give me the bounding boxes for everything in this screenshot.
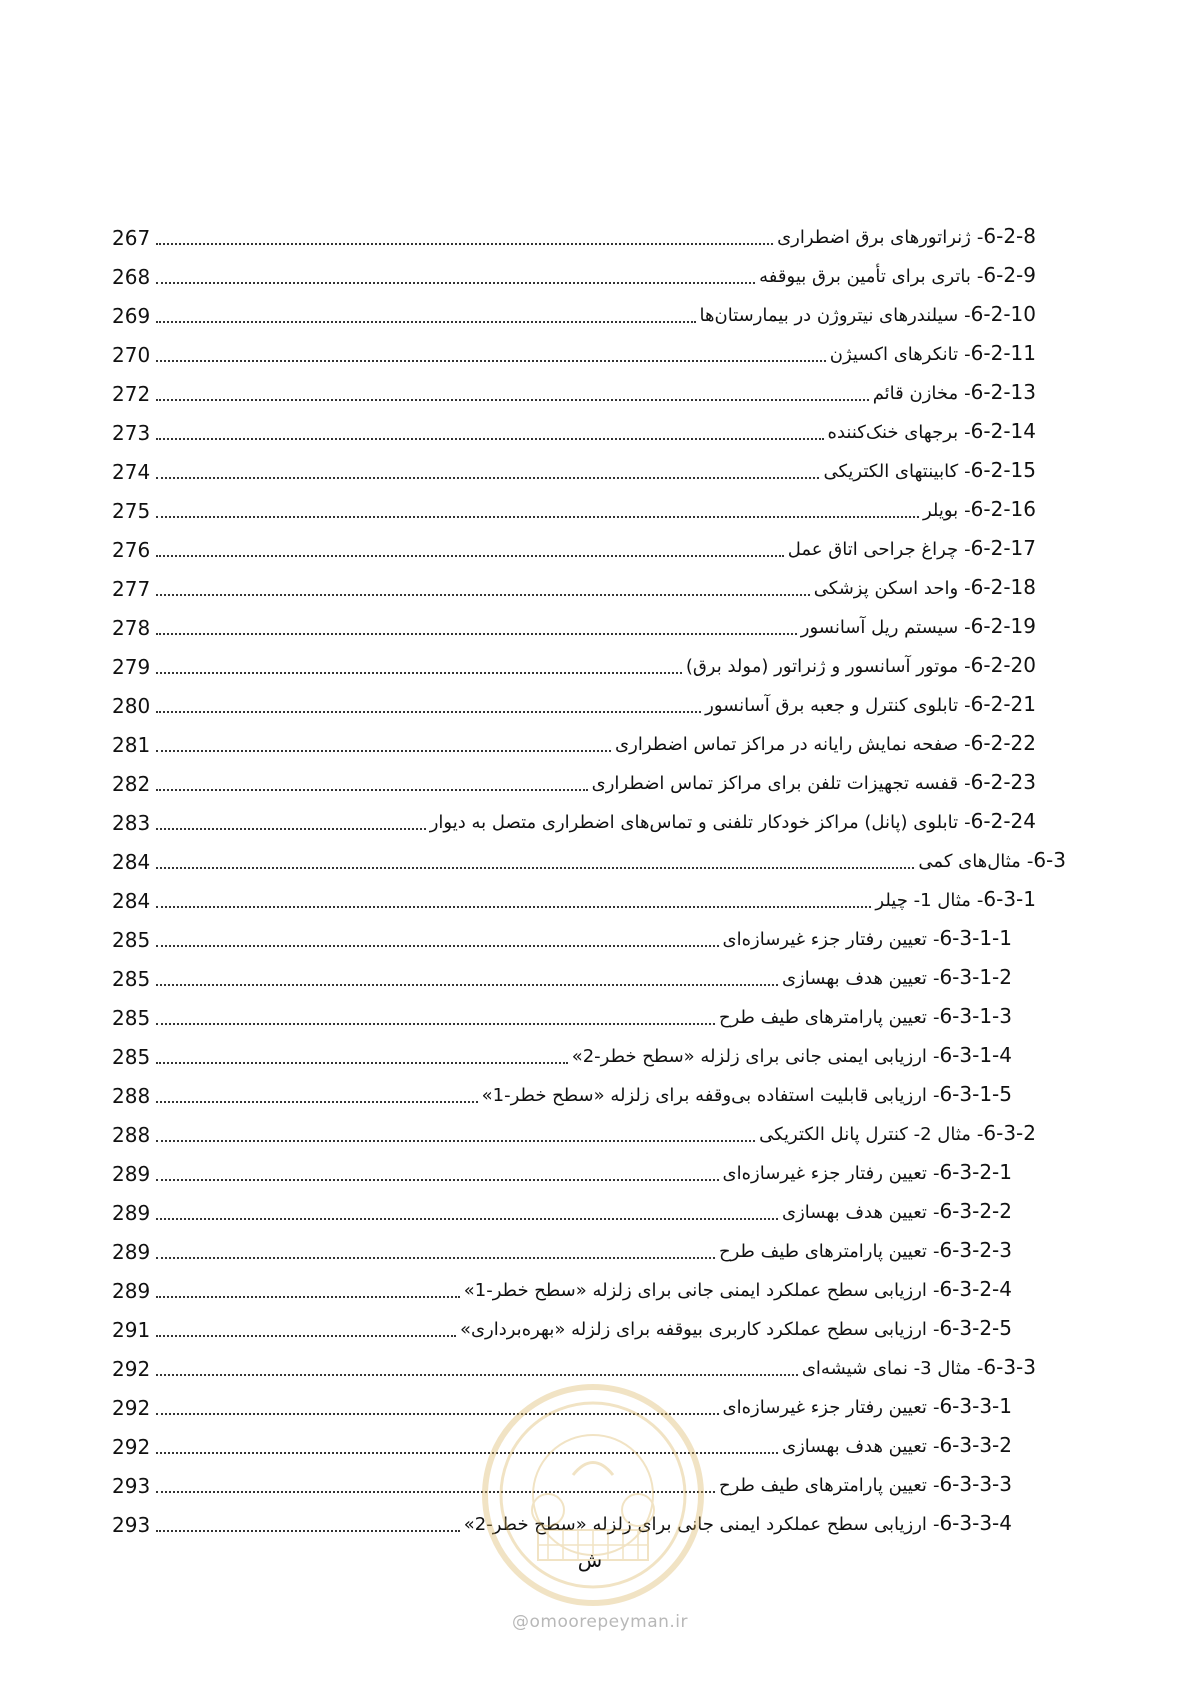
toc-entry: 6-3-2-5-ارزیابی سطح عملکرد کاربری بیوقفه برای زلزله «بهره‌برداری» <box>459 1316 1012 1340</box>
toc-dot-leader <box>156 282 755 284</box>
toc-row[interactable] <box>112 524 1036 563</box>
toc-section-title: ارزیابی ایمنی جانی برای زلزله «سطح خطر-2» <box>571 1046 927 1067</box>
toc-entry: 6-2-16-بویلر <box>922 497 1036 521</box>
toc-section-number: 6-3-1-2 <box>939 965 1012 989</box>
toc-section-number: 6-2-14 <box>970 419 1036 443</box>
toc-section-number: 6-2-9 <box>983 263 1036 287</box>
toc-section-number: 6-3-2-3 <box>939 1238 1012 1262</box>
toc-entry: 6-2-19-سیستم ریل آسانسور <box>800 614 1036 638</box>
toc-dot-leader <box>156 789 588 791</box>
toc-section-number: 6-3-2-5 <box>939 1316 1012 1340</box>
toc-page-number: 276 <box>112 538 151 562</box>
toc-section-number: 6-2-13 <box>970 380 1036 404</box>
toc-dot-leader <box>156 594 810 596</box>
toc-row[interactable] <box>112 836 1066 875</box>
toc-entry: 6-2-22-صفحه نمایش رایانه در مراکز تماس اضطراری <box>615 731 1036 755</box>
toc-entry: 6-2-8-ژنراتورهای برق اضطراری <box>777 224 1036 248</box>
toc-row[interactable] <box>112 251 1036 290</box>
toc-dot-leader <box>156 1296 460 1298</box>
toc-page-number: 272 <box>112 382 151 406</box>
toc-dot-leader <box>156 360 826 362</box>
toc-page-number: 289 <box>112 1201 151 1225</box>
toc-page-number: 285 <box>112 1006 151 1030</box>
toc-dot-leader <box>156 477 819 479</box>
toc-entry: 6-2-17-چراغ جراحی اتاق عمل <box>787 536 1036 560</box>
toc-section-title: تعیین رفتار جزء غیرسازه‌ای <box>722 1163 927 1184</box>
toc-entry: 6-3-3-مثال 3- نمای شیشه‌ای <box>801 1355 1036 1379</box>
toc-dot-leader <box>156 243 773 245</box>
toc-entry: 6-3-2-1-تعیین رفتار جزء غیرسازه‌ای <box>722 1160 1012 1184</box>
toc-row[interactable] <box>112 1109 1036 1148</box>
toc-row[interactable] <box>112 446 1036 485</box>
toc-dot-leader <box>156 750 611 752</box>
toc-section-title: کابینتهای الکتریکی <box>823 461 959 482</box>
toc-dot-leader <box>156 1179 719 1181</box>
toc-row[interactable] <box>112 368 1036 407</box>
toc-entry: 6-3-مثال‌های کمی <box>918 848 1066 872</box>
toc-page-number: 288 <box>112 1123 151 1147</box>
toc-page-number: 273 <box>112 421 151 445</box>
toc-dot-leader <box>156 1101 478 1103</box>
toc-row[interactable] <box>112 1031 1036 1070</box>
toc-dot-leader <box>156 1257 715 1259</box>
toc-section-number: 6-3-3-1 <box>939 1394 1012 1418</box>
toc-section-number: 6-3-1-4 <box>939 1043 1012 1067</box>
toc-section-title: تعیین رفتار جزء غیرسازه‌ای <box>722 929 927 950</box>
toc-row[interactable] <box>112 329 1036 368</box>
toc-section-number: 6-3-2-1 <box>939 1160 1012 1184</box>
toc-row[interactable] <box>112 1070 1036 1109</box>
toc-section-title: مثال 3- نمای شیشه‌ای <box>801 1358 971 1379</box>
toc-row[interactable] <box>112 641 1036 680</box>
toc-section-title: تعیین رفتار جزء غیرسازه‌ای <box>722 1397 927 1418</box>
toc-dot-leader <box>156 1530 460 1532</box>
toc-section-title: تابلوی (پانل) مراکز خودکار تلفنی و تماس‌های اضطراری متصل به دیوار <box>429 812 959 833</box>
toc-page-number: 281 <box>112 733 151 757</box>
toc-page-number: 275 <box>112 499 151 523</box>
toc-entry: 6-2-24-تابلوی (پانل) مراکز خودکار تلفنی و تماس‌های اضطراری متصل به دیوار <box>429 809 1036 833</box>
toc-section-title: تعیین هدف بهسازی <box>782 1202 927 1223</box>
toc-section-number: 6-3-3 <box>983 1355 1036 1379</box>
toc-page-number: 285 <box>112 928 151 952</box>
toc-page-number: 284 <box>112 889 151 913</box>
toc-entry: 6-3-3-2-تعیین هدف بهسازی <box>782 1433 1012 1457</box>
toc-section-number: 6-3 <box>1033 848 1066 872</box>
toc-entry: 6-3-3-3-تعیین پارامترهای طیف طرح <box>718 1472 1012 1496</box>
toc-page-number: 285 <box>112 1045 151 1069</box>
toc-row[interactable] <box>112 680 1036 719</box>
toc-section-title: مخازن قائم <box>872 383 959 404</box>
toc-entry: 6-2-21-تابلوی کنترل و جعبه برق آسانسور <box>705 692 1036 716</box>
toc-dot-leader <box>156 711 701 713</box>
toc-page-number: 288 <box>112 1084 151 1108</box>
toc-section-title: قفسه تجهیزات تلفن برای مراکز تماس اضطراری <box>591 773 959 794</box>
toc-row[interactable] <box>112 758 1036 797</box>
toc-dot-leader <box>156 633 797 635</box>
toc-section-title: ارزیابی سطح عملکرد ایمنی جانی برای زلزله «سطح خطر-2» <box>463 1514 927 1535</box>
toc-section-number: 6-3-3-3 <box>939 1472 1012 1496</box>
toc-row[interactable] <box>112 1343 1036 1382</box>
toc-entry: 6-3-1-مثال 1- چیلر <box>875 887 1036 911</box>
toc-row[interactable] <box>112 797 1036 836</box>
toc-dot-leader <box>156 1023 715 1025</box>
toc-section-number: 6-3-2-4 <box>939 1277 1012 1301</box>
toc-section-title: باتری برای تأمین برق بیوقفه <box>759 266 971 287</box>
toc-page-number: 277 <box>112 577 151 601</box>
toc-section-title: صفحه نمایش رایانه در مراکز تماس اضطراری <box>615 734 959 755</box>
toc-page-number: 267 <box>112 226 151 250</box>
toc-section-number: 6-3-1-5 <box>939 1082 1012 1106</box>
toc-section-number: 6-2-19 <box>970 614 1036 638</box>
toc-section-title: برجهای خنک‌کننده <box>827 422 959 443</box>
toc-dot-leader <box>156 672 682 674</box>
toc-dot-leader <box>156 1218 778 1220</box>
toc-page-number: 293 <box>112 1474 151 1498</box>
toc-entry: 6-3-1-5-ارزیابی قابلیت استفاده بی‌وقفه برای زلزله «سطح خطر-1» <box>481 1082 1012 1106</box>
toc-dot-leader <box>156 1140 755 1142</box>
toc-row[interactable] <box>112 1304 1036 1343</box>
toc-page-number: 283 <box>112 811 151 835</box>
toc-entry: 6-2-14-برجهای خنک‌کننده <box>827 419 1036 443</box>
toc-section-number: 6-2-17 <box>970 536 1036 560</box>
toc-section-title: مثال‌های کمی <box>918 851 1021 872</box>
toc-section-number: 6-3-1-3 <box>939 1004 1012 1028</box>
toc-section-title: تعیین پارامترهای طیف طرح <box>718 1241 927 1262</box>
toc-page-number: 280 <box>112 694 151 718</box>
toc-dot-leader <box>156 555 784 557</box>
toc-dot-leader <box>156 1374 798 1376</box>
toc-page-number: 270 <box>112 343 151 367</box>
toc-page-number: 284 <box>112 850 151 874</box>
toc-section-title: مثال 2- کنترل پانل الکتریکی <box>759 1124 971 1145</box>
toc-dot-leader <box>156 867 914 869</box>
toc-row[interactable] <box>112 1265 1036 1304</box>
toc-section-number: 6-2-11 <box>970 341 1036 365</box>
table-of-contents <box>112 212 1066 1538</box>
toc-row[interactable] <box>112 563 1036 602</box>
watermark-url: @omoorepeyman.ir <box>511 1612 689 1632</box>
toc-row[interactable] <box>112 953 1036 992</box>
toc-page-number: 289 <box>112 1162 151 1186</box>
toc-row[interactable] <box>112 1226 1036 1265</box>
toc-section-number: 6-3-2 <box>983 1121 1036 1145</box>
toc-row[interactable] <box>112 1187 1036 1226</box>
toc-row[interactable] <box>112 602 1036 641</box>
toc-row[interactable] <box>112 992 1036 1031</box>
toc-dot-leader <box>156 1062 568 1064</box>
toc-section-title: ژنراتورهای برق اضطراری <box>777 227 971 248</box>
toc-section-number: 6-2-20 <box>970 653 1036 677</box>
toc-section-number: 6-2-16 <box>970 497 1036 521</box>
toc-section-number: 6-3-3-4 <box>939 1511 1012 1535</box>
toc-row[interactable] <box>112 290 1036 329</box>
toc-dot-leader <box>156 321 696 323</box>
toc-section-title: ارزیابی سطح عملکرد ایمنی جانی برای زلزله «سطح خطر-1» <box>463 1280 927 1301</box>
toc-page-number: 289 <box>112 1279 151 1303</box>
toc-entry: 6-2-11-تانکرهای اکسیژن <box>829 341 1036 365</box>
toc-page-number: 292 <box>112 1357 151 1381</box>
toc-section-number: 6-3-1-1 <box>939 926 1012 950</box>
toc-entry: 6-2-15-کابینتهای الکتریکی <box>823 458 1036 482</box>
toc-row[interactable] <box>112 914 1036 953</box>
page-letter: ش <box>577 1548 603 1572</box>
toc-dot-leader <box>156 906 871 908</box>
toc-row[interactable] <box>112 212 1036 251</box>
toc-section-title: مثال 1- چیلر <box>875 890 971 911</box>
watermark-seal-icon <box>478 1380 708 1610</box>
toc-section-title: تعیین پارامترهای طیف طرح <box>718 1475 927 1496</box>
toc-section-number: 6-2-8 <box>983 224 1036 248</box>
toc-section-number: 6-2-21 <box>970 692 1036 716</box>
toc-section-number: 6-3-2-2 <box>939 1199 1012 1223</box>
toc-entry: 6-2-9-باتری برای تأمین برق بیوقفه <box>759 263 1036 287</box>
toc-section-number: 6-2-10 <box>970 302 1036 326</box>
toc-entry: 6-3-3-4-ارزیابی سطح عملکرد ایمنی جانی برای زلزله «سطح خطر-2» <box>463 1511 1012 1535</box>
toc-section-title: تعیین هدف بهسازی <box>782 968 927 989</box>
toc-section-number: 6-2-15 <box>970 458 1036 482</box>
toc-dot-leader <box>156 984 778 986</box>
toc-page-number: 292 <box>112 1396 151 1420</box>
toc-page-number: 268 <box>112 265 151 289</box>
toc-section-title: تابلوی کنترل و جعبه برق آسانسور <box>705 695 959 716</box>
toc-section-number: 6-2-22 <box>970 731 1036 755</box>
toc-row[interactable] <box>112 719 1036 758</box>
toc-page-number: 269 <box>112 304 151 328</box>
toc-section-title: موتور آسانسور و ژنراتور (مولد برق) <box>685 656 959 677</box>
toc-dot-leader <box>156 945 719 947</box>
toc-row[interactable] <box>112 485 1036 524</box>
toc-page-number: 291 <box>112 1318 151 1342</box>
toc-dot-leader <box>156 1335 456 1337</box>
toc-entry: 6-2-13-مخازن قائم <box>872 380 1036 404</box>
toc-entry: 6-3-2-4-ارزیابی سطح عملکرد ایمنی جانی برای زلزله «سطح خطر-1» <box>463 1277 1012 1301</box>
toc-section-title: ارزیابی سطح عملکرد کاربری بیوقفه برای زلزله «بهره‌برداری» <box>459 1319 927 1340</box>
toc-entry: 6-2-18-واحد اسکن پزشکی <box>813 575 1036 599</box>
toc-page-number: 292 <box>112 1435 151 1459</box>
toc-row[interactable] <box>112 875 1036 914</box>
toc-entry: 6-3-1-2-تعیین هدف بهسازی <box>782 965 1012 989</box>
toc-section-number: 6-2-23 <box>970 770 1036 794</box>
toc-page-number: 285 <box>112 967 151 991</box>
toc-section-title: سیلندرهای نیتروژن در بیمارستان‌ها <box>699 305 959 326</box>
toc-section-title: سیستم ریل آسانسور <box>800 617 959 638</box>
toc-page-number: 289 <box>112 1240 151 1264</box>
toc-dot-leader <box>156 516 919 518</box>
toc-section-title: واحد اسکن پزشکی <box>813 578 959 599</box>
toc-section-title: ارزیابی قابلیت استفاده بی‌وقفه برای زلزله «سطح خطر-1» <box>481 1085 927 1106</box>
toc-dot-leader <box>156 438 824 440</box>
toc-page-number: 282 <box>112 772 151 796</box>
toc-section-number: 6-2-24 <box>970 809 1036 833</box>
toc-row[interactable] <box>112 407 1036 446</box>
toc-entry: 6-3-2-3-تعیین پارامترهای طیف طرح <box>718 1238 1012 1262</box>
toc-dot-leader <box>156 828 426 830</box>
toc-page-number: 274 <box>112 460 151 484</box>
toc-section-title: تعیین هدف بهسازی <box>782 1436 927 1457</box>
toc-section-number: 6-3-3-2 <box>939 1433 1012 1457</box>
toc-entry: 6-2-20-موتور آسانسور و ژنراتور (مولد برق) <box>685 653 1036 677</box>
toc-entry: 6-3-2-2-تعیین هدف بهسازی <box>782 1199 1012 1223</box>
toc-section-title: بویلر <box>922 500 959 521</box>
toc-section-title: تعیین پارامترهای طیف طرح <box>718 1007 927 1028</box>
toc-entry: 6-3-1-4-ارزیابی ایمنی جانی برای زلزله «سطح خطر-2» <box>571 1043 1012 1067</box>
toc-entry: 6-3-1-1-تعیین رفتار جزء غیرسازه‌ای <box>722 926 1012 950</box>
toc-section-number: 6-3-1 <box>983 887 1036 911</box>
toc-entry: 6-3-3-1-تعیین رفتار جزء غیرسازه‌ای <box>722 1394 1012 1418</box>
toc-entry: 6-3-1-3-تعیین پارامترهای طیف طرح <box>718 1004 1012 1028</box>
toc-page-number: 278 <box>112 616 151 640</box>
toc-page-number: 293 <box>112 1513 151 1537</box>
toc-section-title: چراغ جراحی اتاق عمل <box>787 539 959 560</box>
toc-dot-leader <box>156 399 869 401</box>
toc-section-title: تانکرهای اکسیژن <box>829 344 959 365</box>
toc-entry: 6-3-2-مثال 2- کنترل پانل الکتریکی <box>759 1121 1036 1145</box>
toc-section-number: 6-2-18 <box>970 575 1036 599</box>
toc-row[interactable] <box>112 1148 1036 1187</box>
toc-page-number: 279 <box>112 655 151 679</box>
toc-entry: 6-2-23-قفسه تجهیزات تلفن برای مراکز تماس اضطراری <box>591 770 1036 794</box>
toc-entry: 6-2-10-سیلندرهای نیتروژن در بیمارستان‌ها <box>699 302 1036 326</box>
